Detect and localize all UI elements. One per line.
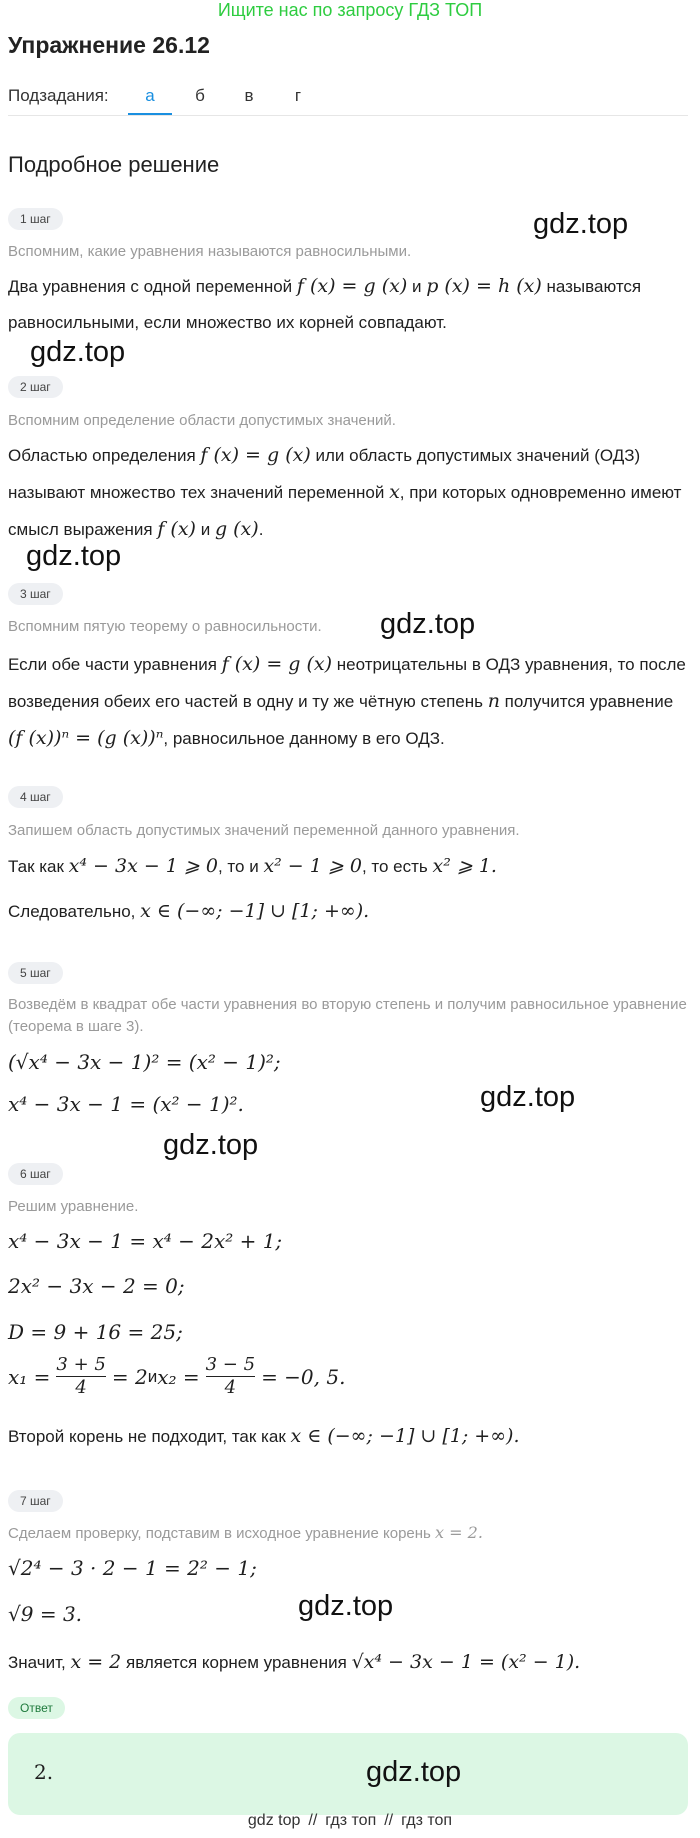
step-badge: 5 шаг bbox=[8, 962, 63, 984]
math-line: x⁴ − 3x − 1 = (x² − 1)². bbox=[8, 1092, 244, 1116]
step-hint: Сделаем проверку, подставим в исходное уравнение корень x = 2. bbox=[8, 1523, 483, 1542]
step-hint: Решим уравнение. bbox=[8, 1198, 139, 1215]
watermark: gdz.top bbox=[26, 540, 122, 572]
math-line: √2⁴ − 3 · 2 − 1 = 2² − 1; bbox=[8, 1556, 257, 1580]
tab-a[interactable]: а bbox=[145, 86, 155, 105]
step-badge: 3 шаг bbox=[8, 583, 63, 605]
active-tab-indicator bbox=[128, 113, 172, 115]
watermark: gdz.top bbox=[30, 336, 126, 368]
watermark: gdz.top bbox=[533, 208, 629, 240]
watermark: gdz.top bbox=[163, 1129, 259, 1161]
math-line: √9 = 3. bbox=[8, 1602, 83, 1626]
watermark: gdz.top bbox=[380, 608, 476, 640]
watermark: gdz.top bbox=[480, 1081, 576, 1113]
step-hint: Вспомним определение области допустимых значений. bbox=[8, 412, 396, 429]
step-hint: Вспомним пятую теорему о равносильности. bbox=[8, 618, 322, 635]
answer-badge: Ответ bbox=[8, 1697, 65, 1719]
step-hint: Запишем область допустимых значений переменной данного уравнения. bbox=[8, 822, 520, 839]
step-text: Так как x⁴ − 3x − 1 ⩾ 0, то и x² − 1 ⩾ 0, то есть x² ⩾ 1. bbox=[8, 855, 497, 877]
subtasks-label: Подзадания: bbox=[8, 86, 109, 105]
step-text: Значит, x = 2 является корнем уравнения √x⁴ − 3x − 1 = (x² − 1). bbox=[8, 1651, 581, 1673]
step-badge: 6 шаг bbox=[8, 1163, 63, 1185]
step-hint: Возведём в квадрат обе части уравнения во вторую степень и получим равносильное уравнение (теорема в шаге 3). bbox=[8, 996, 687, 1035]
page-title: Упражнение 26.12 bbox=[8, 32, 210, 58]
footer-links: gdz top // гдз топ // гдз топ bbox=[247, 1812, 453, 1829]
math-line: (√x⁴ − 3x − 1)² = (x² − 1)²; bbox=[8, 1050, 281, 1074]
step-badge: 4 шаг bbox=[8, 786, 63, 808]
tab-b[interactable]: б bbox=[195, 86, 205, 105]
answer-value: 2. bbox=[34, 1760, 54, 1784]
step-text: Если обе части уравнения f (x) = g (x) неотрицательны в ОДЗ уравнения, то после возведения обеих его частей в одну и ту же чётную степень n получится уравнение (f (x))ⁿ = (g (x))ⁿ, равносильное данному в его ОДЗ. bbox=[8, 653, 686, 749]
tab-v[interactable]: в bbox=[244, 86, 254, 105]
math-line: x⁴ − 3x − 1 = x⁴ − 2x² + 1; bbox=[8, 1229, 283, 1253]
watermark: gdz.top bbox=[298, 1590, 394, 1622]
tab-g[interactable]: г bbox=[294, 86, 302, 105]
footer-link[interactable]: гдз топ bbox=[401, 1812, 453, 1829]
footer-link[interactable]: гдз топ bbox=[325, 1812, 377, 1829]
watermark: gdz.top bbox=[366, 1756, 462, 1788]
footer-link[interactable]: gdz top bbox=[247, 1812, 301, 1829]
roots-line: x₁ = $\frac{3 + 5}{4}$ = 2 и x₂ = $\frac{3 - 5}{4}$ = −0, 5. bbox=[8, 1354, 346, 1398]
step-text: Два уравнения с одной переменной f (x) = g (x) и p (x) = h (x) называются равносильными, если множество их корней совпадают. bbox=[8, 275, 642, 332]
step-text: Следовательно, x ∈ (−∞; −1] ∪ [1; +∞). bbox=[8, 900, 370, 922]
step-badge: 2 шаг bbox=[8, 376, 63, 398]
step-text: Областью определения f (x) = g (x) или область допустимых значений (ОДЗ) называют множество тех значений переменной x, при которых одновременно имеют смысл выражения f (x) и g (x). bbox=[8, 444, 682, 540]
math-line: D = 9 + 16 = 25; bbox=[8, 1320, 183, 1344]
search-banner: Ищите нас по запросу ГДЗ ТОП bbox=[217, 0, 483, 20]
step-hint: Вспомним, какие уравнения называются равносильными. bbox=[8, 243, 412, 260]
step-badge: 7 шаг bbox=[8, 1490, 63, 1512]
step-badge: 1 шаг bbox=[8, 208, 63, 230]
step-text: Второй корень не подходит, так как x ∈ (−∞; −1] ∪ [1; +∞). bbox=[8, 1425, 520, 1447]
tabs-divider bbox=[8, 115, 688, 116]
math-line: 2x² − 3x − 2 = 0; bbox=[8, 1274, 185, 1298]
answer-box bbox=[8, 1733, 688, 1815]
solution-heading: Подробное решение bbox=[8, 152, 220, 177]
